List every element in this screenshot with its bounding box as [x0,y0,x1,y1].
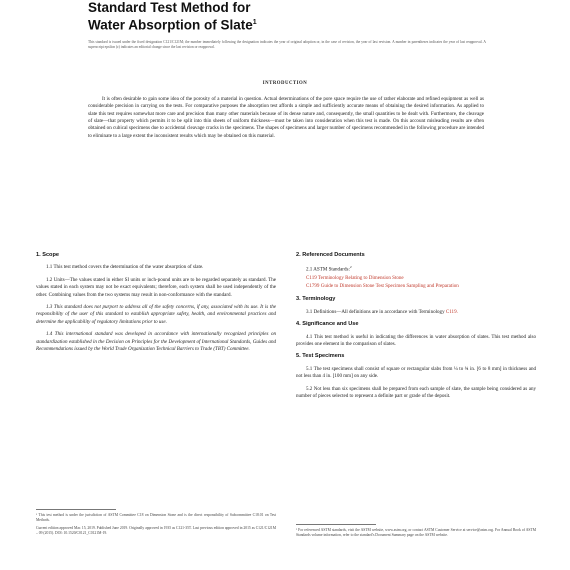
reference-c1799-title[interactable]: Guide to Dimension Stone Test Specimen Sampling and Preparation [320,282,459,289]
section-scope-heading: 1. Scope [36,252,60,258]
left-footnotes [36,505,276,539]
paragraph-3-1-reference-link[interactable]: C119. [445,308,458,315]
right-column [296,252,536,405]
title-line-2-text: Water Absorption of Slate [88,17,253,33]
paragraph-2-1-text: 2.1 ASTM Standards: [306,267,350,274]
paragraph-5-1: 5.1 The test specimens shall consist of square or rectangular slabs from ¼ to ¾ in. [6 to 8 mm] in thickness and not less than 4 in. [100 mm] on any side. [296,365,536,380]
footnote-divider [36,509,116,510]
footnote-divider-right [296,524,376,525]
paragraph-2-1 [296,264,536,274]
footnote-edition: Current edition approved Mar. 15, 2019. Published June 2019. Originally approved in 1935 as C121-35T. Last previous edition approved in 2015 as C121/C121M – 09 (2015). DOI: 10.1520/C0121_C0121M-19. [36,526,276,535]
title-footnote-marker: 1 [252,19,257,26]
left-column [36,252,276,358]
footnote-2: ² For referenced ASTM standards, visit the ASTM website, www.astm.org, or contact ASTM Customer Service at service@astm.org. For Annual Book of ASTM Standards volume information, refer to the standard's Document Summary page on the ASTM website. [296,528,536,537]
section-test-specimens-heading: 5. Test Specimens [296,353,345,360]
reference-c1799-code[interactable]: C1799 [306,282,320,289]
title-line-1: Standard Test Method for [88,0,251,15]
reference-c119-title[interactable]: Terminology Relating to Dimension Stone [317,275,404,282]
introduction-body [88,96,484,140]
reference-c119-code[interactable]: C119 [306,275,317,282]
section-terminology-heading: 3. Terminology [296,296,336,303]
introduction-text: It is often desirable to gain some idea of the porosity of a material in question. Actual determinations of the pore space require the use of rather elaborate and refined equipment as well as considerable precision in carrying on the tests. For comparative purposes the absorption test affords a simple and sufficiently accurate means of obtaining the desired information. As applied to slate this test requires somewhat more care and precision than many other materials because of its dense nature and, consequently, the small quantities to be dealt with. Furthermore, the cleavage of slate—that property which permits it to be split into thin sheets of uniform thickness—must be taken into consideration when this test is made. On this account misleading results are often obtained on cubical specimens due to accidental cleavage cracks in the specimens. The shapes of specimens and larger number of specimens recommended in the following procedure are intended to eliminate to a large extent the inconsistent results which may be obtained on this material. [88,96,484,139]
paragraph-4-1: 4.1 This test method is useful in indicating the differences in water absorption of slates. This test method also provides one element in the comparison of slates. [296,333,536,347]
paragraph-1-2: 1.2 Units—The values stated in either SI units or inch-pound units are to be regarded separately as standard. The values stated in each system may not be exact equivalents; therefore, each system shall be used independently of the other. Combining values from the two systems may result in non-conformance with the standard. [36,276,276,298]
designation-notice: This standard is issued under the fixed designation C121/C121M; the number immediately following the designation indicates the year of original adoption or, in the case of revision, the year of last revision. A number in parentheses indicates the year of last reapproval. A superscript epsilon (ε) indicates an editorial change since the last revision or reapproval. [88,40,486,50]
footnote-marker-2: 2 [349,265,352,270]
footnote-1: ¹ This test method is under the jurisdiction of ASTM Committee C18 on Dimension Stone and is the direct responsibility of Subcommittee C18.01 on Test Methods. [36,513,276,522]
document-title [88,0,388,33]
paragraph-3-1 [296,309,536,316]
reference-c119[interactable] [306,275,536,282]
paragraph-3-1-text: 3.1 Definitions—All definitions are in accordance with Terminology [306,308,445,315]
section-significance-heading: 4. Significance and Use [296,321,359,328]
right-footnotes [296,520,536,541]
paragraph-1-3: 1.3 This standard does not purport to address all of the safety concerns, if any, associated with its use. It is the responsibility of the user of this standard to establish appropriate safety, health, and environmental practices and determine the applicability of regulatory limitations prior to use. [36,304,276,325]
reference-c1799[interactable] [306,283,536,290]
paragraph-5-2: 5.2 Not less than six specimens shall be prepared from each sample of slate, the sample being considered as any number of pieces selected to represent a definite part or grade of the deposit. [296,385,536,399]
title-line-2 [88,15,388,33]
paragraph-1-4: 1.4 This international standard was developed in accordance with internationally recognized principles on standardization established in the Decision on Principles for the Development of International Standards, Guides and Recommendations issued by the World Trade Organization Technical Barriers to Trade (TBT) Committee. [36,331,276,353]
section-referenced-documents-heading: 2. Referenced Documents [296,252,365,258]
paragraph-1-1: 1.1 This test method covers the determination of the water absorption of slate. [46,264,204,271]
introduction-heading: INTRODUCTION [262,81,308,86]
